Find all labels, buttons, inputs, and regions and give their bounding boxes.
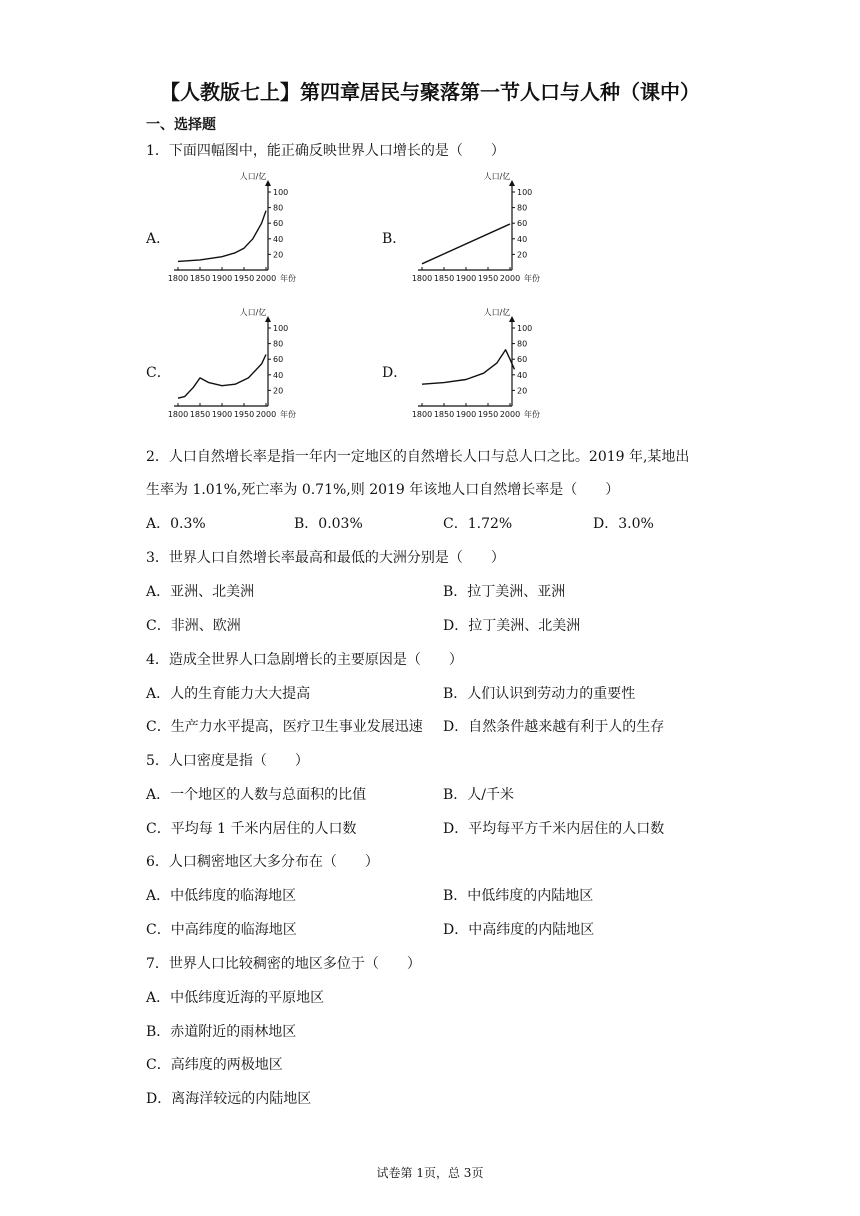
y-tick-label: 80	[273, 203, 284, 213]
x-tick-label: 1900	[211, 410, 233, 419]
x-axis-unit: 年份	[280, 274, 296, 283]
q2-option-a: A．0.3%	[146, 516, 206, 532]
page-title: 【人教版七上】第四章居民与聚落第一节人口与人种（课中）	[160, 80, 700, 104]
y-axis-label: 人口/亿	[483, 308, 511, 317]
y-axis-label: 人口/亿	[483, 172, 511, 181]
x-tick-label: 1850	[189, 410, 211, 419]
q7-option-d: D．离海洋较远的内陆地区	[146, 1091, 312, 1107]
chart-d	[412, 308, 552, 426]
q4-option-b: B．人们认识到劳动力的重要性	[443, 686, 636, 702]
x-tick-label: 1900	[455, 410, 477, 419]
y-tick-label: 20	[517, 250, 528, 260]
x-tick-label: 2000	[499, 410, 521, 419]
x-tick-label: 1950	[477, 410, 499, 419]
population-curve	[178, 355, 266, 399]
y-axis-label: 人口/亿	[239, 308, 267, 317]
q1-option-a-label: A．	[146, 231, 171, 247]
q5-option-b: B．人/千米	[443, 787, 515, 803]
x-tick-label: 2000	[255, 410, 277, 419]
q5-option-d: D．平均每平方千米内居住的人口数	[443, 821, 665, 837]
question-5-stem: 5．人口密度是指（ ）	[146, 753, 309, 769]
x-axis-unit: 年份	[524, 410, 540, 419]
question-6-stem: 6．人口稠密地区大多分布在（ ）	[146, 854, 379, 870]
x-tick-label: 1850	[433, 410, 455, 419]
y-tick-label: 40	[517, 370, 528, 380]
chart-b	[412, 172, 552, 290]
population-curve	[422, 224, 510, 264]
y-tick-label: 60	[517, 219, 528, 229]
x-tick-label: 1800	[411, 274, 433, 283]
x-tick-label: 1800	[167, 274, 189, 283]
q3-option-d: D．拉丁美洲、北美洲	[443, 618, 581, 634]
x-tick-label: 2000	[499, 274, 521, 283]
y-tick-label: 80	[517, 339, 528, 349]
y-tick-label: 100	[517, 188, 533, 197]
y-tick-label: 80	[517, 203, 528, 213]
x-tick-label: 1850	[189, 274, 211, 283]
x-tick-label: 2000	[255, 274, 277, 283]
q7-option-a: A．中低纬度近海的平原地区	[146, 990, 325, 1006]
q1-option-c-label: C．	[146, 365, 171, 381]
question-2-stem-line1: 2．人口自然增长率是指一年内一定地区的自然增长人口与总人口之比。2019 年,某地出	[146, 449, 690, 465]
q3-option-c: C．非洲、欧洲	[146, 618, 241, 634]
question-7-stem: 7．世界人口比较稠密的地区多位于（ ）	[146, 956, 421, 972]
x-tick-label: 1850	[433, 274, 455, 283]
x-axis-unit: 年份	[280, 410, 296, 419]
chart-c	[168, 308, 308, 426]
y-axis-label: 人口/亿	[239, 172, 267, 181]
q2-option-c: C．1.72%	[443, 516, 513, 532]
population-curve	[178, 211, 266, 262]
question-3-stem: 3．世界人口自然增长率最高和最低的大洲分别是（ ）	[146, 550, 505, 566]
x-tick-label: 1900	[211, 274, 233, 283]
x-tick-label: 1800	[411, 410, 433, 419]
q1-option-b-label: B．	[382, 231, 407, 247]
x-axis-unit: 年份	[524, 274, 540, 283]
y-tick-label: 40	[273, 370, 284, 380]
x-tick-label: 1800	[167, 410, 189, 419]
y-tick-label: 100	[273, 324, 289, 333]
q3-option-b: B．拉丁美洲、亚洲	[443, 584, 566, 600]
q6-option-c: C．中高纬度的临海地区	[146, 922, 297, 938]
y-tick-label: 100	[273, 188, 289, 197]
x-tick-label: 1900	[455, 274, 477, 283]
x-tick-label: 1950	[233, 410, 255, 419]
q7-option-c: C．高纬度的两极地区	[146, 1057, 283, 1073]
x-tick-label: 1950	[233, 274, 255, 283]
q4-option-c: C．生产力水平提高，医疗卫生事业发展迅速	[146, 719, 423, 735]
y-tick-label: 20	[273, 250, 284, 260]
q6-option-d: D．中高纬度的内陆地区	[443, 922, 595, 938]
q7-option-b: B．赤道附近的雨林地区	[146, 1024, 297, 1040]
q5-option-c: C．平均每 1 千米内居住的人口数	[146, 821, 357, 837]
y-tick-label: 60	[517, 355, 528, 365]
population-curve	[422, 350, 514, 384]
y-tick-label: 40	[517, 234, 528, 244]
q2-option-d: D．3.0%	[593, 516, 654, 532]
q6-option-a: A．中低纬度的临海地区	[146, 888, 297, 904]
q4-option-d: D．自然条件越来越有利于人的生存	[443, 719, 665, 735]
question-4-stem: 4．造成全世界人口急剧增长的主要原因是（ ）	[146, 652, 463, 668]
q2-option-b: B．0.03%	[294, 516, 363, 532]
section-heading: 一、选择题	[146, 117, 216, 133]
question-1-stem: 1．下面四幅图中，能正确反映世界人口增长的是（ ）	[146, 143, 505, 159]
y-tick-label: 20	[273, 386, 284, 396]
y-tick-label: 60	[273, 355, 284, 365]
y-tick-label: 20	[517, 386, 528, 396]
q5-option-a: A．一个地区的人数与总面积的比值	[146, 787, 367, 803]
y-tick-label: 60	[273, 219, 284, 229]
chart-a	[168, 172, 308, 290]
y-tick-label: 80	[273, 339, 284, 349]
y-tick-label: 100	[517, 324, 533, 333]
y-tick-label: 40	[273, 234, 284, 244]
x-tick-label: 1950	[477, 274, 499, 283]
q4-option-a: A．人的生育能力大大提高	[146, 686, 311, 702]
question-2-stem-line2: 生率为 1.01%,死亡率为 0.71%,则 2019 年该地人口自然增长率是（ ）	[146, 482, 620, 498]
q1-option-d-label: D．	[382, 365, 408, 381]
page-footer: 试卷第 1页，总 3页	[376, 1166, 484, 1180]
q6-option-b: B．中低纬度的内陆地区	[443, 888, 594, 904]
q3-option-a: A．亚洲、北美洲	[146, 584, 255, 600]
